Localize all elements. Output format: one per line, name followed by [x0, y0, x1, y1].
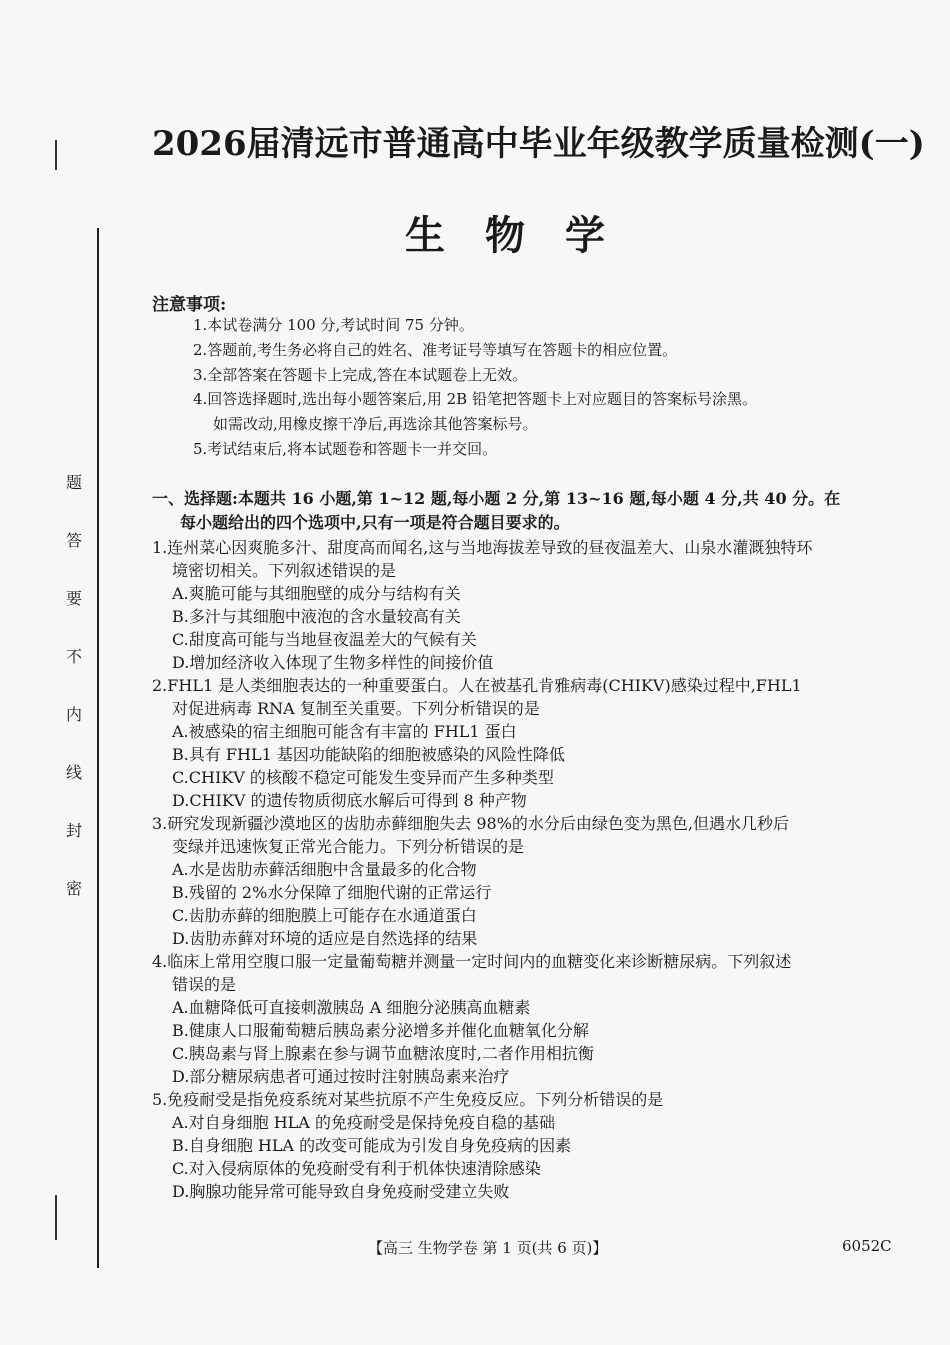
question-stem: 5.免疫耐受是指免疫系统对某些抗原不产生免疫反应。下列分析错误的是 [152, 1090, 664, 1109]
note-item: 2.答题前,考生务必将自己的姓名、准考证号等填写在答题卡的相应位置。 [193, 340, 678, 359]
option-a: A.爽脆可能与其细胞壁的成分与结构有关 [172, 584, 461, 603]
option-b: B.多汁与其细胞中液泡的含水量较高有关 [172, 607, 461, 626]
section-heading [152, 487, 902, 535]
option-d: D.部分糖尿病患者可通过按时注射胰岛素来治疗 [172, 1067, 510, 1086]
seal-char: 要 [65, 589, 82, 608]
option-c: C.胰岛素与肾上腺素在参与调节血糖浓度时,二者作用相抗衡 [172, 1044, 594, 1063]
binding-stub-bottom [55, 1195, 57, 1240]
exam-title: 2026届清远市普通高中毕业年级教学质量检测(一) [152, 124, 925, 164]
option-d: D.胸腺功能异常可能导致自身免疫耐受建立失败 [172, 1182, 510, 1201]
question-stem-cont: 对促进病毒 RNA 复制至关重要。下列分析错误的是 [172, 699, 540, 718]
seal-char: 线 [65, 763, 82, 782]
question-4 [152, 950, 902, 1088]
question-2 [152, 674, 902, 812]
notes-heading: 注意事项: [152, 295, 227, 315]
option-c: C.甜度高可能与当地昼夜温差大的气候有关 [172, 630, 477, 649]
option-c: C.齿肋赤藓的细胞膜上可能存在水通道蛋白 [172, 906, 477, 925]
seal-line-text [58, 470, 90, 934]
option-c: C.CHIKV 的核酸不稳定可能发生变异而产生多种类型 [172, 768, 554, 787]
page-footer: 【高三 生物学卷 第 1 页(共 6 页)】 [368, 1239, 608, 1257]
question-stem-cont: 错误的是 [172, 975, 237, 994]
question-stem: 2.FHL1 是人类细胞表达的一种重要蛋白。人在被基孔肯雅病毒(CHIKV)感染过程中,FHL1 [152, 676, 802, 695]
option-a: A.血糖降低可直接刺激胰岛 A 细胞分泌胰高血糖素 [172, 998, 531, 1017]
option-b: B.自身细胞 HLA 的改变可能成为引发自身免疫病的因素 [172, 1136, 572, 1155]
option-a: A.被感染的宿主细胞可能含有丰富的 FHL1 蛋白 [172, 722, 517, 741]
question-stem-cont: 境密切相关。下列叙述错误的是 [172, 561, 397, 580]
seal-char: 内 [65, 705, 82, 724]
binding-line [97, 228, 99, 1268]
question-stem: 3.研究发现新疆沙漠地区的齿肋赤藓细胞失去 98%的水分后由绿色变为黑色,但遇水几秒后 [152, 814, 790, 833]
option-b: B.具有 FHL1 基因功能缺陷的细胞被感染的风险性降低 [172, 745, 565, 764]
question-list [152, 536, 902, 1203]
option-b: B.健康人口服葡萄糖后胰岛素分泌增多并催化血糖氧化分解 [172, 1021, 589, 1040]
question-stem: 4.临床上常用空腹口服一定量葡萄糖并测量一定时间内的血糖变化来诊断糖尿病。下列叙述 [152, 952, 792, 971]
option-d: D.CHIKV 的遗传物质彻底水解后可得到 8 种产物 [172, 791, 527, 810]
note-item: 3.全部答案在答题卡上完成,答在本试题卷上无效。 [193, 365, 528, 384]
paper-code: 6052C [842, 1237, 892, 1255]
note-item: 4.回答选择题时,选出每小题答案后,用 2B 铅笔把答题卡上对应题目的答案标号涂黑。 [193, 390, 757, 409]
option-b: B.残留的 2%水分保障了细胞代谢的正常运行 [172, 883, 492, 902]
seal-char: 密 [65, 879, 82, 898]
option-c: C.对入侵病原体的免疫耐受有利于机体快速清除感染 [172, 1159, 541, 1178]
section-line: 每小题给出的四个选项中,只有一项是符合题目要求的。 [180, 513, 570, 532]
option-a: A.对自身细胞 HLA 的免疫耐受是保持免疫自稳的基础 [172, 1113, 555, 1132]
note-item: 5.考试结束后,将本试题卷和答题卡一并交回。 [193, 439, 498, 458]
seal-char: 答 [65, 531, 82, 550]
question-5 [152, 1088, 902, 1203]
seal-char: 题 [65, 473, 82, 492]
option-d: D.齿肋赤藓对环境的适应是自然选择的结果 [172, 929, 478, 948]
seal-char: 封 [65, 821, 82, 840]
notes-list [193, 313, 913, 462]
binding-stub-top [55, 140, 57, 170]
seal-char: 不 [65, 647, 82, 666]
exam-subject: 生物学 [405, 212, 645, 259]
note-item: 如需改动,用橡皮擦干净后,再选涂其他答案标号。 [213, 415, 538, 434]
section-line: 一、选择题:本题共 16 小题,第 1~12 题,每小题 2 分,第 13~16 题,每小题 4 分,共 40 分。在 [152, 489, 841, 508]
question-stem: 1.连州菜心因爽脆多汁、甜度高而闻名,这与当地海拔差导致的昼夜温差大、山泉水灌溉独特环 [152, 538, 813, 557]
question-3 [152, 812, 902, 950]
option-a: A.水是齿肋赤藓活细胞中含量最多的化合物 [172, 860, 477, 879]
question-stem-cont: 变绿并迅速恢复正常光合能力。下列分析错误的是 [172, 837, 525, 856]
option-d: D.增加经济收入体现了生物多样性的间接价值 [172, 653, 494, 672]
question-1 [152, 536, 902, 674]
note-item: 1.本试卷满分 100 分,考试时间 75 分钟。 [193, 316, 474, 334]
